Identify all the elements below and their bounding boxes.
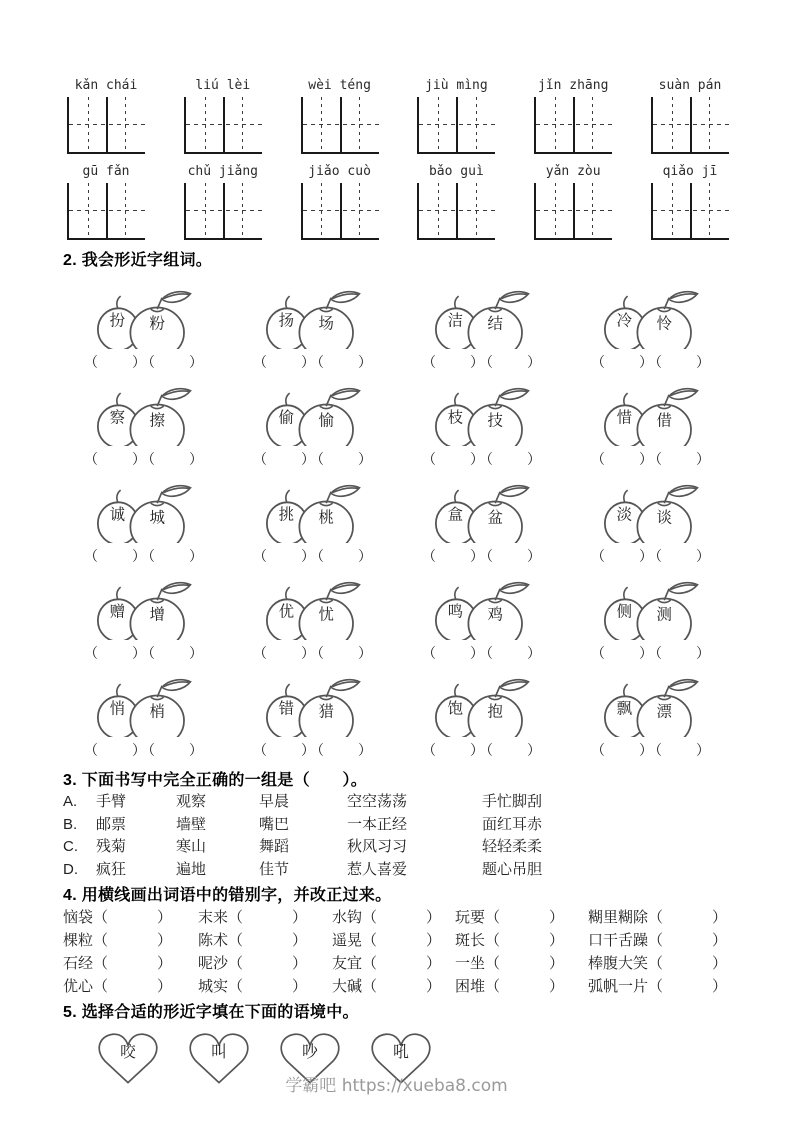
option-word: 题心吊胆: [482, 860, 543, 878]
apple-pair-group: [232, 570, 395, 663]
error-word: 弧帆一片: [588, 978, 649, 995]
option-row: [63, 836, 733, 859]
apple-pair-group: [401, 279, 564, 372]
answer-blanks: （ ）（ ）: [253, 645, 374, 661]
apple-char-left: 盒: [447, 506, 463, 524]
word-correction-row: [63, 975, 733, 998]
apple-pair-group: [63, 570, 226, 663]
error-word: 大碱: [332, 978, 363, 995]
option-row: [63, 859, 733, 882]
apple-char-right: 梢: [148, 703, 165, 721]
heart-char: 叫: [211, 1044, 227, 1061]
answer-blanks: （ ）（ ）: [253, 451, 374, 467]
option-word: 嘴巴: [259, 815, 290, 833]
option-letter: C.: [63, 838, 78, 855]
apple-char-left: 偷: [278, 409, 294, 427]
error-word: 恼袋: [63, 909, 94, 926]
pinyin-cell: [647, 164, 733, 240]
answer-blank: （ ）: [228, 955, 309, 972]
apple-char-right: 桃: [317, 509, 334, 527]
apple-char-left: 扮: [109, 312, 125, 330]
answer-blanks: （ ）（ ）: [84, 548, 205, 564]
apple-char-right: 怜: [655, 315, 672, 333]
apple-pair-illustration: [93, 279, 197, 349]
apple-pair-group: [570, 570, 733, 663]
answer-blanks: （ ）（ ）: [591, 451, 712, 467]
apple-char-right: 抱: [486, 703, 503, 721]
apple-pair-group: [63, 279, 226, 372]
word-correction-item: [198, 952, 332, 975]
word-correction-row: [63, 929, 733, 952]
pinyin-label: jǐn zhāng: [537, 78, 609, 93]
apple-char-right: 忧: [317, 606, 334, 624]
word-correction-item: [455, 906, 588, 929]
word-correction-item: [455, 975, 588, 998]
apple-pair-group: [401, 376, 564, 469]
apple-char-right: 场: [317, 315, 334, 333]
apple-pair-group: [401, 570, 564, 663]
word-correction-item: [63, 906, 198, 929]
option-word: 一本正经: [347, 815, 408, 833]
apple-char-left: 优: [278, 603, 294, 621]
heart-char: 咬: [120, 1044, 136, 1061]
answer-blanks: （ ）（ ）: [84, 645, 205, 661]
word-correction-item: [588, 975, 733, 998]
answer-blank: （ ）: [228, 909, 309, 926]
pinyin-cell: [297, 164, 383, 240]
answer-blanks: （ ）（ ）: [422, 645, 543, 661]
apple-pair-illustration: [93, 570, 197, 640]
answer-blank: （ ）: [93, 978, 174, 995]
option-word: 秋风习习: [347, 838, 408, 855]
answer-blank: （ ）: [362, 978, 443, 995]
pinyin-cell: [413, 164, 499, 240]
apple-pair-group: [570, 376, 733, 469]
apple-pair-group: [570, 473, 733, 566]
apple-pair-group: [570, 667, 733, 760]
apple-row: [63, 667, 733, 760]
apple-pair-group: [232, 473, 395, 566]
section-2: [63, 250, 733, 760]
pinyin-row: [63, 78, 733, 154]
answer-blank: （ ）: [93, 932, 174, 949]
word-correction-item: [63, 952, 198, 975]
pinyin-label: yǎn zòu: [545, 164, 601, 179]
word-correction-item: [332, 929, 455, 952]
answer-blank: （ ）: [648, 978, 729, 995]
footer-watermark: 学霸吧 https://xueba8.com: [285, 1076, 508, 1096]
word-correction-row: [63, 906, 733, 929]
apple-pair-illustration: [262, 667, 366, 737]
option-word: 惹人喜爱: [347, 860, 408, 878]
pinyin-label: gū fǎn: [82, 164, 130, 179]
apple-char-left: 饱: [447, 700, 463, 718]
answer-blanks: （ ）（ ）: [422, 354, 543, 370]
answer-blank: （ ）: [228, 932, 309, 949]
option-word: 面红耳赤: [482, 815, 543, 833]
word-correction-row: [63, 952, 733, 975]
pinyin-label: qiǎo jī: [662, 164, 718, 179]
section-4: [63, 885, 733, 998]
answer-blanks: （ ）（ ）: [591, 645, 712, 661]
writing-grid: [534, 183, 612, 240]
pinyin-cell: [180, 78, 266, 154]
apple-pair-group: [570, 279, 733, 372]
pinyin-label: jiù mìng: [425, 78, 488, 93]
apple-char-left: 错: [278, 700, 294, 718]
pinyin-cell: [63, 164, 149, 240]
answer-blanks: （ ）（ ）: [591, 742, 712, 758]
apple-char-right: 增: [148, 606, 165, 624]
option-letter: A.: [63, 793, 78, 810]
pinyin-label: bǎo guì: [428, 164, 484, 179]
apple-char-left: 诚: [109, 506, 125, 524]
apple-pair-group: [63, 376, 226, 469]
apple-char-right: 愉: [317, 412, 334, 430]
apple-pair-illustration: [600, 376, 704, 446]
error-word: 末来: [198, 909, 229, 926]
section-3-title: 3. 下面书写中完全正确的一组是（ ）。: [63, 772, 368, 789]
writing-grid: [534, 97, 612, 154]
apple-char-right: 盆: [486, 509, 503, 527]
apple-pair-illustration: [431, 473, 535, 543]
apple-char-left: 悄: [109, 700, 125, 718]
option-word: 墙壁: [176, 815, 207, 833]
pinyin-row: [63, 164, 733, 240]
pinyin-label: wèi téng: [308, 78, 371, 93]
answer-blanks: （ ）（ ）: [253, 742, 374, 758]
answer-blanks: （ ）（ ）: [591, 548, 712, 564]
error-word: 糊里糊除: [588, 909, 649, 926]
pinyin-cell: [180, 164, 266, 240]
heart-char: 吵: [302, 1044, 318, 1061]
answer-blanks: （ ）（ ）: [422, 451, 543, 467]
word-correction-item: [588, 952, 733, 975]
apple-char-left: 洁: [447, 312, 463, 330]
apple-char-left: 侧: [616, 603, 632, 621]
apple-char-right: 借: [655, 412, 672, 430]
apple-pairs-area: [63, 279, 733, 760]
answer-blanks: （ ）（ ）: [84, 742, 205, 758]
apple-pair-group: [63, 473, 226, 566]
word-correction-item: [588, 929, 733, 952]
apple-pair-illustration: [431, 570, 535, 640]
answer-blanks: （ ）（ ）: [253, 354, 374, 370]
apple-pair-illustration: [431, 376, 535, 446]
apple-row: [63, 376, 733, 469]
pinyin-cell: [413, 78, 499, 154]
apple-char-right: 谈: [655, 509, 672, 527]
apple-pair-group: [232, 376, 395, 469]
writing-grid: [184, 97, 262, 154]
apple-char-right: 结: [486, 315, 503, 333]
apple-pair-group: [401, 473, 564, 566]
answer-blank: （ ）: [362, 909, 443, 926]
pinyin-cell: [297, 78, 383, 154]
writing-grid: [184, 183, 262, 240]
apple-pair-illustration: [262, 376, 366, 446]
word-correction-item: [332, 906, 455, 929]
option-row: [63, 791, 733, 814]
apple-char-right: 测: [655, 606, 672, 624]
pinyin-cell: [647, 78, 733, 154]
apple-pair-illustration: [600, 667, 704, 737]
apple-pair-group: [401, 667, 564, 760]
pinyin-label: chǔ jiǎng: [187, 164, 259, 179]
answer-blank: （ ）: [648, 909, 729, 926]
answer-blank: （ ）: [228, 978, 309, 995]
apple-pair-illustration: [600, 570, 704, 640]
error-word: 城实: [198, 978, 229, 995]
option-word: 观察: [176, 793, 207, 810]
pinyin-cell: [530, 78, 616, 154]
apple-pair-illustration: [93, 667, 197, 737]
word-correction-item: [198, 906, 332, 929]
answer-blank: （ ）: [485, 909, 566, 926]
error-word: 困堆: [455, 978, 486, 995]
pinyin-label: jiǎo cuò: [308, 164, 371, 179]
pinyin-label: kǎn chái: [74, 78, 138, 93]
option-letter: B.: [63, 815, 78, 833]
apple-char-right: 技: [486, 412, 503, 430]
answer-blank: （ ）: [485, 978, 566, 995]
apple-pair-illustration: [262, 279, 366, 349]
answer-blank: （ ）: [485, 955, 566, 972]
apple-char-right: 粉: [148, 315, 165, 333]
option-word: 残菊: [96, 838, 127, 855]
error-word: 口干舌躁: [588, 932, 649, 949]
option-word: 手忙脚刮: [482, 793, 543, 810]
apple-pair-illustration: [262, 473, 366, 543]
option-word: 佳节: [259, 860, 290, 878]
option-word: 寒山: [176, 838, 207, 855]
writing-grid: [417, 97, 495, 154]
section-3: [63, 770, 733, 881]
option-letter: D.: [63, 860, 78, 878]
error-word: 一坐: [455, 955, 486, 972]
apple-char-left: 枝: [447, 409, 463, 427]
option-word: 早晨: [259, 793, 290, 810]
apple-pair-group: [63, 667, 226, 760]
answer-blank: （ ）: [362, 932, 443, 949]
section-4-title: 4. 用横线画出词语中的错别字，并改正过来。: [63, 887, 392, 904]
apple-char-right: 城: [148, 509, 165, 527]
error-word: 呢沙: [198, 955, 229, 972]
answer-blanks: （ ）（ ）: [422, 548, 543, 564]
apple-row: [63, 279, 733, 372]
pinyin-writing-section: [63, 78, 733, 240]
word-correction-item: [63, 929, 198, 952]
pinyin-label: liú lèi: [195, 78, 251, 93]
answer-blank: （ ）: [485, 932, 566, 949]
word-correction-item: [63, 975, 198, 998]
apple-char-left: 飘: [616, 700, 632, 718]
apple-pair-illustration: [431, 279, 535, 349]
answer-blanks: （ ）（ ）: [253, 548, 374, 564]
pinyin-cell: [63, 78, 149, 154]
apple-pair-illustration: [93, 473, 197, 543]
answer-blank: （ ）: [648, 932, 729, 949]
answer-blanks: （ ）（ ）: [84, 451, 205, 467]
apple-char-left: 扬: [278, 312, 294, 330]
apple-pair-group: [232, 279, 395, 372]
option-word: 手臂: [96, 793, 127, 810]
answer-blanks: （ ）（ ）: [422, 742, 543, 758]
writing-grid: [651, 97, 729, 154]
apple-char-right: 鸡: [486, 606, 503, 624]
pinyin-cell: [530, 164, 616, 240]
apple-char-right: 猎: [317, 703, 334, 721]
pinyin-label: suàn pán: [658, 78, 722, 93]
option-word: 遍地: [176, 860, 207, 878]
heart-char: 吼: [393, 1044, 409, 1061]
error-word: 石经: [63, 955, 94, 972]
apple-pair-illustration: [262, 570, 366, 640]
answer-blanks: （ ）（ ）: [591, 354, 712, 370]
error-word: 棒腹大笑: [588, 955, 649, 972]
writing-grid: [301, 183, 379, 240]
answer-blank: （ ）: [93, 955, 174, 972]
apple-pair-group: [232, 667, 395, 760]
error-word: 陈术: [198, 932, 229, 949]
apple-char-left: 冷: [616, 312, 632, 330]
apple-char-left: 淡: [616, 506, 632, 524]
apple-pair-illustration: [93, 376, 197, 446]
writing-grid: [417, 183, 495, 240]
apple-char-left: 惜: [616, 409, 632, 427]
writing-grid: [651, 183, 729, 240]
error-word: 友宜: [332, 955, 363, 972]
error-word: 水钩: [332, 909, 363, 926]
apple-pair-illustration: [431, 667, 535, 737]
apple-pair-illustration: [600, 473, 704, 543]
word-correction-item: [455, 929, 588, 952]
apple-char-left: 察: [109, 409, 125, 427]
word-correction-item: [455, 952, 588, 975]
option-word: 疯狂: [96, 860, 127, 878]
writing-grid: [67, 97, 145, 154]
option-word: 舞蹈: [259, 838, 290, 855]
apple-char-left: 挑: [278, 506, 294, 524]
apple-row: [63, 570, 733, 663]
word-correction-item: [332, 975, 455, 998]
answer-blank: （ ）: [648, 955, 729, 972]
word-correction-item: [198, 975, 332, 998]
word-correction-item: [332, 952, 455, 975]
option-row: [63, 814, 733, 837]
error-word: 遥晃: [332, 932, 363, 949]
writing-grid: [67, 183, 145, 240]
answer-blank: （ ）: [362, 955, 443, 972]
answer-blanks: （ ）（ ）: [84, 354, 205, 370]
error-word: 斑长: [455, 932, 486, 949]
option-word: 邮票: [96, 815, 127, 833]
word-correction-item: [588, 906, 733, 929]
apple-char-left: 鸣: [447, 603, 463, 621]
apple-pair-illustration: [600, 279, 704, 349]
word-correction-item: [198, 929, 332, 952]
writing-grid: [301, 97, 379, 154]
apple-char-left: 赠: [109, 603, 125, 621]
apple-row: [63, 473, 733, 566]
option-word: 空空荡荡: [347, 793, 408, 810]
answer-blank: （ ）: [93, 909, 174, 926]
error-word: 优心: [63, 978, 94, 995]
apple-char-right: 漂: [655, 703, 672, 721]
option-word: 轻轻柔柔: [482, 838, 543, 855]
section-5-title: 5. 选择合适的形近字填在下面的语境中。: [63, 1004, 359, 1021]
error-word: 玩要: [455, 909, 486, 926]
error-word: 棵粒: [63, 932, 94, 949]
apple-char-right: 擦: [148, 412, 165, 430]
section-2-title: 2. 我会形近字组词。: [63, 252, 213, 269]
